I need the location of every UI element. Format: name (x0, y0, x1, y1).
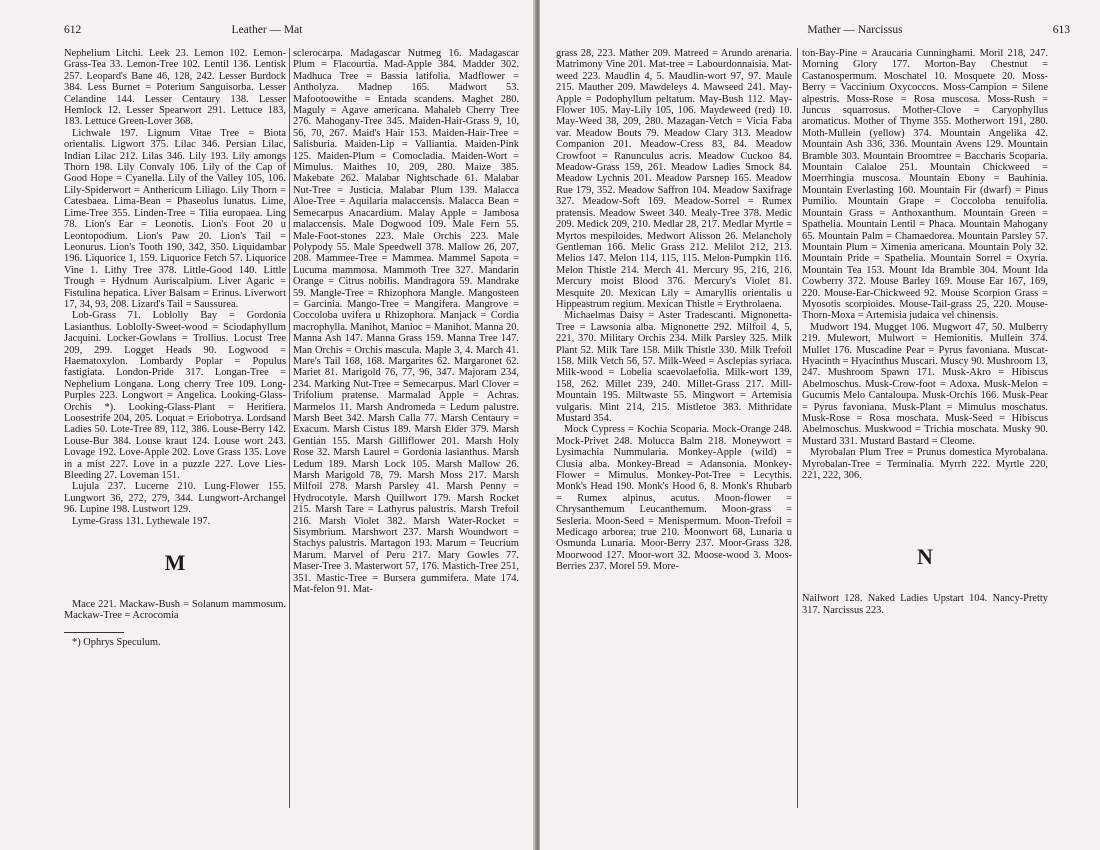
left-column-2 (293, 48, 519, 596)
right-page (540, 0, 1100, 850)
left-page (0, 0, 534, 850)
left-running-title: Leather — Mat (231, 24, 303, 36)
footnote-rule (64, 632, 124, 633)
section-letter-m: M (164, 550, 186, 576)
entry-paragraph: Lichwale 197. Lignum Vitae Tree = Biota orientalis. Ligwort 375. Lilac 346. Persian Lilac, Indian Lilac 212. Lilas 346. Lily 193. Lily amongs Thorn 198. Lily Convaly 106. Lily of the Cap of Good Hope = Cyanella. Lily of the Valley 105, 106. Lily-Spiderwort = Anthericum Liliago. Lily Thorn = Catesbaea. Lima-Bean = Phaseolus lunatus. Lime, Lime-Tree 355. Linden-Tree = Tilia europaea. Ling 78. Lion's Ear = Leonotis. Lion's Foot 20 u Leontopodium. Lion's Paw 20. Lion's Tail = Leonurus. Lion's Tooth 190, 342, 350. Liquidambar 196. Liquorice 1, 159. Liquorice Fetch 57. Liquorice Vine 1. Lithy Tree 378. Little-Good 140. Little Trough = Hydnum Auriscalpium. Liver Agaric = Fistulina hepatica. Liver Balsam = Erinus. Liverwort 17, 34, 93, 208. Lizard's Tail = Saussurea. (64, 127, 286, 310)
entry-paragraph: Mace 221. Mackaw-Bush = Solanum mammosum. Mackaw-Tree = Acrocomia (64, 599, 286, 622)
section-letter-n: N (917, 544, 933, 570)
entry-paragraph: Lyme-Grass 131. Lythewale 197. (72, 515, 211, 527)
entry-paragraph: Lujula 237. Lucerne 210. Lung-Flower 155. Lungwort 36, 272, 279, 344. Lungwort-Archangel 96. Lupine 198. Lustwort 129. (64, 481, 286, 516)
right-column-2 (802, 48, 1048, 616)
entry-paragraph: Nailwort 128. Naked Ladies Upstart 104. Nancy-Pretty 317. Narcissus 223. (802, 593, 1048, 616)
column-divider (797, 48, 798, 808)
entry-paragraph: Nephelium Litchi. Leek 23. Lemon 102. Lemon-Grass-Tea 33. Lemon-Tree 102. Lentil 136. Lentisk 257. Leopard's Bane 46, 128, 242. Lesser Burdock 384. Less Burnet = Poterium Sanguisorba. Lesser Celandine 144. Lesser Centaury 138. Lesser Hemlock 12. Lesser Spearwort 291. Lettuce 183, 183. Lettuce Green-Lover 368. (64, 48, 286, 128)
right-running-title: Mather — Narcissus (807, 24, 903, 36)
entry-paragraph: ton-Bay-Pine = Araucaria Cunninghami. Moril 218, 247. Morning Glory 177. Morton-Bay Chestnut = Castanospermum. Moschatel 10. Mosquete 20. Moss-Berry = Vaccinium Oxycoccos. Moss-Campion = Silene alpestris. Moss-Rose = Rosa muscosa. Moss-Rush = Juncus squarrosus. Mother-Clove = Caryophyllus aromaticus. Mother of Thyme 355. Motherwort 191, 280. Moth-Mullein (yellow) 374. Mountain Angelika 42. Mountain Ash 336, 336. Mountain Avens 129. Mountain Bramble 303. Mountain Broomtree = Baccharis Scoparia. Mountain Calaloe 251. Mountain Chickweed = Moerrhingia muscosa. Mountain Ebony = Bauhinia. Mountain Everlasting 160. Mountain Fir (dwarf) = Pinus Pumilio. Mountain Grape = Coccoloba tenuifolia. Mountain Grass = Anthoxanthum. Mountain Green = Spathelia. Mountain Lentil = Phaca. Mountain Mahogany 65. Mountain Palm = Chamaedorea. Mountain Parsley 57. Mountain Plum = Ximenia americana. Mountain Poly 32. Mountain Pride = Spathelia. Mountain Sorrel = Oxyria. Mountain Tea 153. Mount Ida Bramble 304. Mount Ida Cowberry 372. Mouse Barley 169. Mouse Ear 167, 169, 220. Mouse-Ear-Chickweed 92. Mouse Scorpion Grass = Myosotis scorpioides. Mouse-Tail-grass 25, 220. Mouse-Thorn-Moxa = Artemisia judaica vel chinensis. (802, 48, 1048, 322)
entry-paragraph: Lob-Grass 71. Loblolly Bay = Gordonia Lasianthus. Loblolly-Sweet-wood = Sciodaphyllum Jacquini. Locker-Gowlans = Trollius. Locust Tree 209, 299. Logget Heads 90. Logwood = Haematoxylon. Lombardy Poplar = Populus fastigiata. London-Pride 317. Longan-Tree = Nephelium Longana. Long cherry Tree 109. Long-Purples 223. Longwort = Angelica. Looking-Glass-Orchis *). Looking-Glass-Plant = Heritiera. Loosestrife 204, 205. Loquat = Eriobotrya. Lordsand Ladies 50. Lote-Tree 89, 112, 386. Louse-Berry 142. Louse-Bur 384. Louse kraut 124. Louse wort 243. Lovage 192. Love-Apple 202. Love Grass 135. Love in a mist 227. Love in a puzzle 227. Love Lies-Bleeding 27. Loveman 151. (64, 310, 286, 482)
entry-paragraph: Mudwort 194. Mugget 106. Mugwort 47, 50. Mulberry 219. Mulewort, Mulwort = Hemionitis. Mullein 374. Mullet 176. Muscadine Pear = Pyrus favoniana. Muscat-Hyacinth = Hyacinthus Muscari. Muscy 90. Mushroom 13, 247. Mushroom Spawn 171. Musk-Akro = Hibiscus Abelmoschus. Musk-Crow-foot = Adoxa. Musk-Melon = Gucumis Melo Cantaloupa. Musk-Orchis 166. Musk-Pear = Pyrus favoniana. Musk-Plant = Mimulus moschatus. Musk-Rose = Rosa moschata. Musk-Seed = Hibiscus Abelmoschus. Muskwood = Trichia moschata. Musky 90. Mustard 331. Mustard Bastard = Cleome. (802, 321, 1048, 447)
footnote: *) Ophrys Speculum. (72, 636, 161, 648)
entry-paragraph: Mock Cypress = Kochia Scoparia. Mock-Orange 248. Mock-Privet 248. Molucca Balm 218. Moneywort = Lysimachia Nummularia. Monkey-Apple (wild) = Clusia alba. Monkey-Bread = Adansonia. Monkey-Flower = Mimulus. Monkey-Pot-Tree = Lecythis. Monk's Head 190. Monk's Hood 6, 8. Monk's Rhubarb = Rumex alpinus, acutus. Moon-flower = Chrysanthemum Leucanthemum. Moon-grass = Sesleria. Moon-Seed = Menispermum. Moon-Trefoil = Medicago arborea; true 210. Moonwort 68, Lunaria u Osmunda Lunaria. Moor-Berry 237. Moor-Grass 328. Moorwood 127. Moor-wort 32. Moose-wood 3. Moos-Berries 237. Morel 59. More- (556, 424, 792, 573)
right-column-1 (556, 48, 792, 573)
right-running-head (540, 24, 1100, 40)
left-running-head (0, 24, 534, 40)
entry-paragraph: Michaelmas Daisy = Aster Tradescanti. Mignonetta-Tree = Lawsonia alba. Mignonette 292. Milfoil 4, 5, 221, 370. Military Orchis 234. Milk Parsley 325. Milk Plant 52. Milk Tare 158. Milk Thistle 330. Milk Trefoil 158. Milk Vetch 56, 57. Milk-Weed = Asclepias syriaca. Milk-wood = Lobelia scaevolaefolia. Milk-wort 139, 158, 262. Millet 239, 240. Millet-Grass 217. Mill-Mountain 195. Miltwaste 55. Mingwort = Artemisia vulgaris. Mint 214, 215. Mistletoe 383. Mithridate Mustard 354. (556, 310, 792, 424)
entry-paragraph: Myrobalan Plum Tree = Prunus domestica Myrobalana. Myrobalan-Tree = Terminalia. Myrrh 222. Myrtle 220, 221, 222, 306. (802, 447, 1048, 482)
column-divider (289, 48, 290, 808)
left-column-1 (64, 48, 286, 648)
entry-paragraph: grass 28, 223. Mather 209. Matreed = Arundo arenaria. Matrimony Vine 201. Mat-tree = Labourdonnaisia. Mat-weed 223. Maudlin 4, 5. Maudlin-wort 97, 97. Maule 215. Mauther 209. Mawdeleys 4. Mawseed 241. May-Apple = Podophyllum peltatum. May-Bush 112. May-Flower 105. May-Lily 105, 106. Maydeweed (red) 10. May-Weed 38, 209, 280. Mazagan-Vetch = Vicia Faba var. Meadow Bouts 79. Meadow Clary 313. Meadow Companion 201. Meadow-Cress 83, 84. Meadow Crowfoot = Ranunculus acris. Meadow Cuckoo 84. Meadow-Grass 159, 261. Meadow Ladies Smock 84. Meadow Lychnis 201. Meadow Parsnep 165. Meadow Rue 179, 352. Meadow Saffron 104. Meadow Saxifrage 327. Meadow-Soft 169. Meadow-Sorrel = Rumex pratensis. Meadow Sweet 340. Mealy-Tree 378. Medic 209. Medick 209, 210. Medlar 28, 217. Medlar Myrtle = Myrtos mespiloides. Medwort Alisson 26. Melancholy Gentleman 166. Melic Grass 212. Melilot 212, 213. Melios 147. Melon 114, 115, 115. Melon-Pumpkin 116. Melon Thistle 214. Merch 41. Mercury 95, 216, 216. Mercury moist Blood 376. Mercury's Violet 81. Mesquite 20. Mexican Lily = Amaryllis orientalis u Hippeastrum regium. Mexican Thistle = Erythrolaena. (556, 48, 792, 310)
left-page-number: 612 (64, 24, 82, 36)
entry-paragraph: sclerocarpa. Madagascar Nutmeg 16. Madagascar Plum = Flacourtia. Mad-Apple 384. Madder 302. Madhuca Tree = Bassia latifolia. Madflower = Antholyza. Madnep 165. Madwort 53. Mafootoowithe = Entada scandens. Maghet 280. Maguly = Agave americana. Mahaleb Cherry Tree 276. Mahogany-Tree 345. Maiden-Hair-Grass 9, 10, 56, 70, 267. Maid's Hair 153. Maiden-Hair-Tree = Salisburia. Maiden-Lip = Valliantia. Maiden-Pink 125. Maiden-Plum = Comocladia. Maiden-Wort = Mimulus. Maithes 10, 209, 280. Maize 385. Makebate 262. Malabar Nightschade 61. Malabar Nut-Tree = Justicia. Malabar Plum 139. Malacca Aloe-Tree = Aquilaria malaccensis. Malacca Bean = Semecarpus Anacardium. Malay Apple = Jambosa malaccensis. Male Dogwood 109. Male Fern 55. Male-Foot-stones 223. Male Orchis 223. Male Polypody 55. Male Speedwell 378. Mallow 26, 207, 208. Mammee-Tree = Mammea. Mammel Sapota = Lucuma mammosa. Mammoth Tree 327. Mandarin Orange = Citrus nobilis. Mandragora 59. Mandrake 59. Mangle-Tree = Rhizophora Mangle. Mangosteen = Garcinia. Mango-Tree = Mangifera. Mangrove = Coccoloba uvifera u Rhizophora. Manjack = Cordia macrophylla. Manihot, Manioc = Manihot. Manna 20. Manna Ash 147. Manna Grass 159. Manna Tree 147. Man Orchis = Orchis mascula. Maple 3, 4. March 41. Mare's Tail 168, 168. Margarites 62. Margaronet 62. Mariet 81. Marigold 76, 77, 96, 347. Majoram 234, 234. Marking Nut-Tree = Semecarpus. Marl Clover = Trifolium pratense. Marmalad Apple = Achras. Marmelos 11. Marsh Andromeda = Ledum palustre. Marsh Beet 342. Marsh Calla 77. Marsh Centaury = Exacum. Marsh Cistus 189. Marsh Elder 379. Marsh Gentian 155. Marsh Gilliflower 201. Marsh Holy Rose 32. Marsh Laurel = Gordonia lasianthus. Marsh Ledum 189. Marsh Lock 105. Marsh Mallow 26. Marsh Marigold 78, 79. Marsh Moss 217. Marsh Milfoil 278. Marsh Parsley 41. Marsh Penny = Hydrocotyle. Marsh Quillwort 179. Marsh Rocket 215. Marsh Tare = Lathyrus palustris. Marsh Trefoil 216. Marsh Violet 382. Marsh Water-Rocket = Sisymbrium. Marshwort 237. Marsh Woundwort = Stachys palustris. Martagon 193. Marum = Teucrium Marum. Marvel of Peru 217. Mary Gowles 77. Maser-Tree 3. Masterwort 57, 176. Mastich-Tree 251, 351. Mastic-Tree = Bursera gummifera. Mate 174. Mat-felon 91. Mat- (293, 48, 519, 596)
right-page-number: 613 (1052, 24, 1070, 36)
